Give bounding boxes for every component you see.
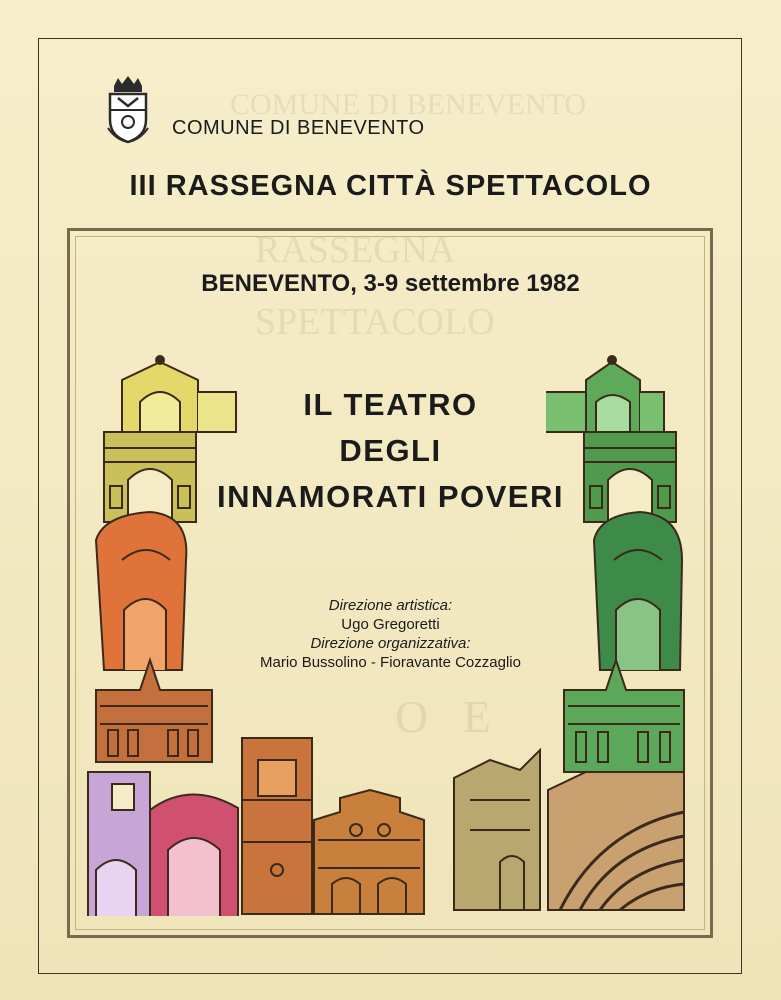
show-through-text: RASSEGNA: [255, 229, 456, 271]
place-and-dates: BENEVENTO, 3-9 settembre 1982: [201, 270, 580, 297]
show-through-text: SPETTACOLO: [255, 301, 495, 343]
show-title-line-1: IL TEATRO: [303, 387, 478, 422]
palace-right-illustration: [564, 660, 684, 772]
show-title: [0, 382, 781, 520]
festival-title: III RASSEGNA CITTÀ SPETTACOLO: [129, 170, 652, 202]
organizational-direction-label: Direzione organizzativa:: [310, 635, 471, 652]
ruins-illustration: [454, 750, 540, 910]
violet-arches-illustration: [88, 772, 238, 916]
show-title-line-2: DEGLI: [339, 433, 442, 468]
organizational-directors-names: Mario Bussolino - Fioravante Cozzaglio: [260, 654, 521, 671]
show-through-text: COMUNE DI BENEVENTO: [230, 88, 587, 121]
bell-tower-illustration: [242, 738, 312, 914]
amphitheatre-illustration: [548, 770, 684, 910]
artistic-director-name: Ugo Gregoretti: [341, 616, 440, 633]
show-through-text: O E: [395, 691, 491, 742]
artistic-direction-label: Direzione artistica:: [328, 597, 453, 614]
show-title-line-3: INNAMORATI POVERI: [217, 479, 564, 514]
palace-left-illustration: [96, 660, 212, 762]
credits-block: [0, 596, 781, 672]
cathedral-illustration: [314, 790, 424, 914]
issuer-name: COMUNE DI BENEVENTO: [172, 117, 425, 139]
